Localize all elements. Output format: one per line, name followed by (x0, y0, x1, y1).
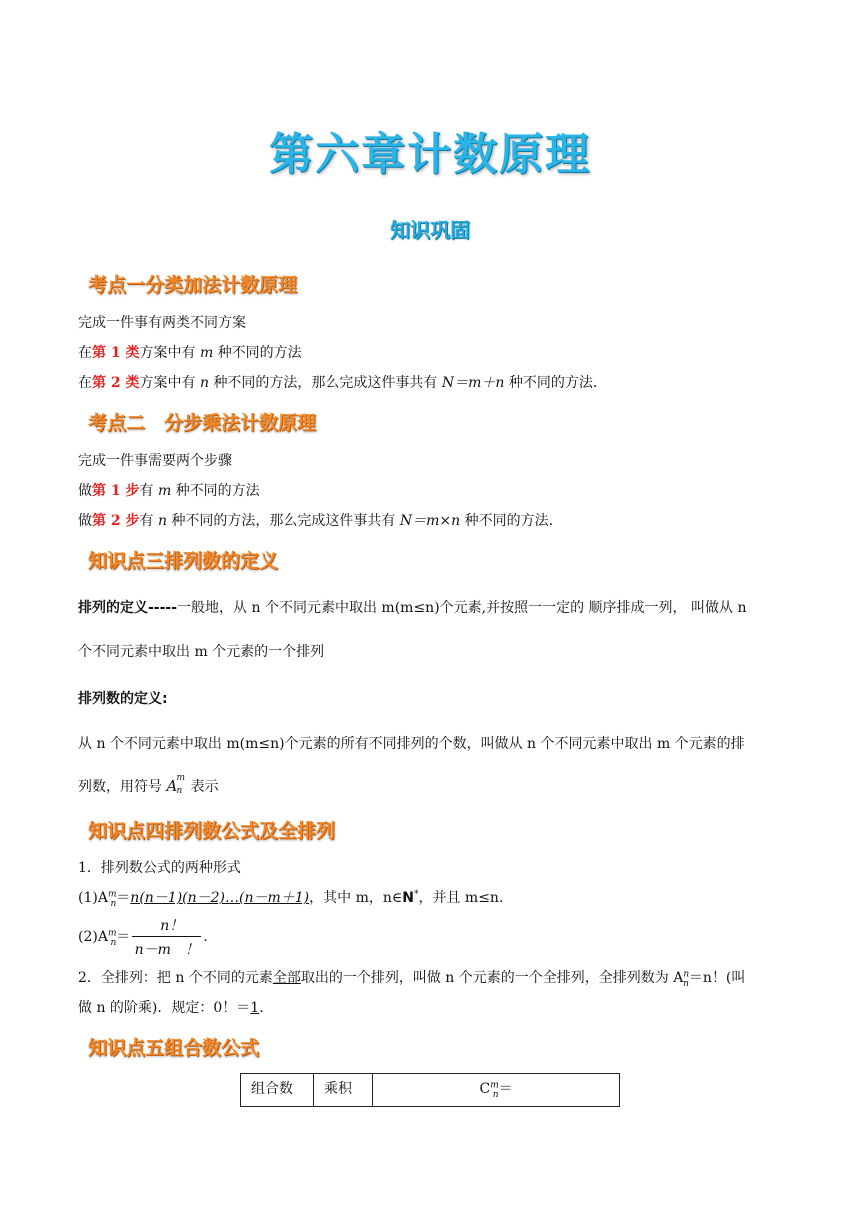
multiplication-line-2: 做第 1 步有 m 种不同的方法 (78, 483, 260, 499)
table-cell-formula: $C^m_n=$ (373, 1074, 620, 1107)
permutation-symbol: A m n (166, 773, 185, 796)
permutation-formula-item-1: 1．排列数公式的两种形式 (78, 860, 241, 876)
addition-line-3: 在第 2 类方案中有 n 种不同的方法，那么完成这件事共有 N＝m＋n 种不同的方法． (78, 375, 607, 391)
chapter-title: 第六章计数原理 (269, 129, 591, 180)
permutation-number-line-2: 列数，用符号 A m n 表示 (78, 773, 219, 796)
heading-permutation-definition: 知识点三排列数的定义 (88, 550, 279, 572)
heading-multiplication-principle: 考点二 分步乘法计数原理 (88, 412, 317, 434)
addition-line-2: 在第 1 类方案中有 m 种不同的方法 (78, 345, 302, 361)
table-cell-product: 乘积 (314, 1074, 373, 1107)
permutation-number-line-1: 从 n 个不同元素中取出 m(m≤n)个元素的所有不同排列的个数，叫做从 n 个不同元素中取出 m 个元素的排 (78, 736, 745, 752)
addition-line-1: 完成一件事有两类不同方案 (78, 315, 246, 331)
full-permutation-line-1: 2．全排列：把 n 个不同的元素全部取出的一个排列，叫做 n 个元素的一个全排列，全排列数为 $A^n_n=n$！(叫 (78, 969, 746, 989)
heading-combination-formula: 知识点五组合数公式 (88, 1037, 260, 1059)
multiplication-line-1: 完成一件事需要两个步骤 (78, 453, 232, 469)
section-subtitle: 知识巩固 (390, 218, 470, 242)
combination-table (240, 1073, 620, 1107)
permutation-fraction: $\frac{n!}{n-m !}$ (132, 915, 201, 959)
table-row (241, 1074, 620, 1107)
permutation-formula-2: $(2)A^m_n=$ $\frac{n!}{n-m !}$ . (78, 915, 208, 959)
multiplication-line-3: 做第 2 步有 n 种不同的方法，那么完成这件事共有 N＝m×n 种不同的方法． (78, 513, 563, 529)
heading-permutation-formula: 知识点四排列数公式及全排列 (88, 820, 336, 842)
permutation-def-line-1: 排列的定义-----一般地，从 n 个不同元素中取出 m(m≤n)个元素,并按照一一定的 顺序排成一列， 叫做从 n (78, 600, 747, 616)
permutation-number-label: 排列数的定义: (78, 691, 168, 707)
table-cell-combination: 组合数 (241, 1074, 314, 1107)
heading-addition-principle: 考点一分类加法计数原理 (88, 274, 298, 296)
full-permutation-line-2: 做 n 的阶乘)．规定：0！＝1. (78, 1000, 264, 1016)
permutation-formula-1: $(1)A^m_n=n(n-1)(n-2)\dots(n-m+1)$，其中 m，n∈N*，并且 m≤n. (78, 889, 504, 909)
permutation-def-line-2: 个不同元素中取出 m 个元素的一个排列 (78, 644, 325, 660)
